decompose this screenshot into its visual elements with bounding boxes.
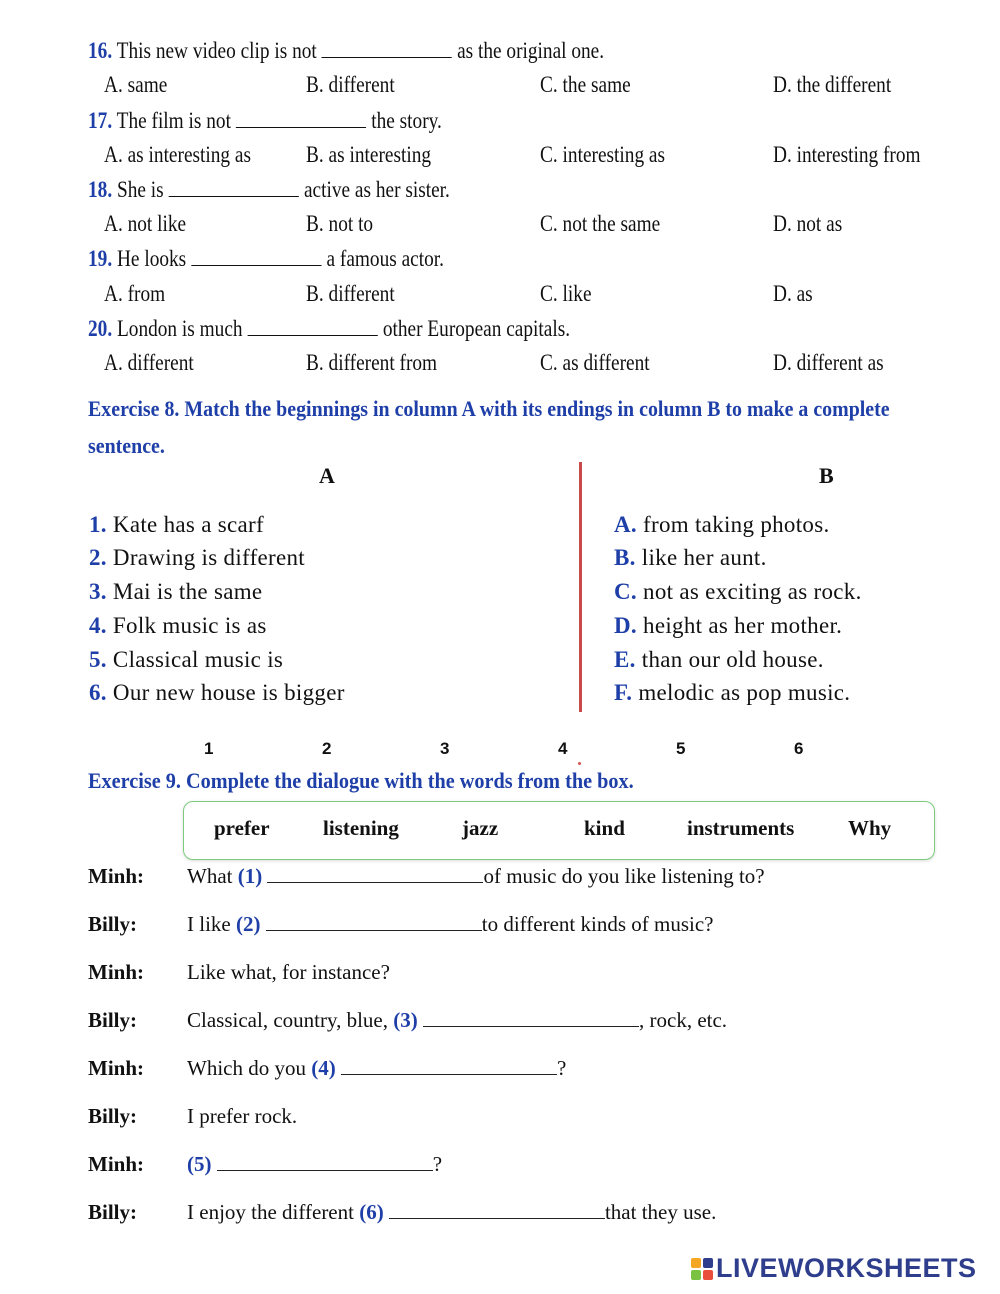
item-text: melodic as pop music. — [638, 680, 851, 705]
item-letter: A. — [614, 512, 637, 537]
red-dot-mark — [578, 762, 581, 765]
line-text-after: ? — [556, 1056, 567, 1080]
answer-slot-5[interactable]: 5 — [676, 739, 686, 758]
line-text-before: What — [187, 864, 233, 888]
answer-blank[interactable] — [169, 178, 299, 197]
box-word: prefer — [214, 816, 270, 840]
line-text-after: to different kinds of music? — [481, 912, 714, 936]
line-text-before: I like — [187, 912, 231, 936]
item-text: than our old house. — [641, 647, 824, 672]
item-number: 5. — [89, 647, 107, 672]
answer-slot-1[interactable]: 1 — [204, 739, 214, 758]
exercise-9-title: Exercise 9. Complete the dialogue with the words from the box. — [88, 768, 634, 793]
option-b[interactable]: B. different — [306, 281, 395, 306]
dialogue-line — [187, 1104, 297, 1129]
box-word: instruments — [687, 816, 795, 840]
option-a[interactable]: A. as interesting as — [104, 142, 252, 167]
item-text: not as exciting as rock. — [643, 579, 862, 604]
question-number: 19. — [88, 246, 113, 271]
column-a-header: A — [319, 463, 335, 488]
question-text-after: active as her sister. — [303, 177, 450, 202]
line-text-before: I prefer rock. — [187, 1104, 298, 1128]
column-b-item — [614, 579, 862, 605]
question-text-before: She is — [116, 177, 164, 202]
gap-number: (4) — [311, 1056, 336, 1080]
option-b[interactable]: B. different from — [306, 350, 438, 375]
gap-number: (2) — [235, 912, 261, 936]
dialogue-line — [187, 912, 713, 937]
item-text: Our new house is bigger — [112, 680, 345, 705]
item-text: Folk music is as — [112, 613, 267, 638]
column-divider — [579, 462, 582, 712]
speaker-name: Minh: — [88, 1152, 145, 1176]
question-number: 16. — [88, 38, 113, 63]
option-a[interactable]: A. not like — [104, 211, 187, 236]
liveworksheets-logo-text: LIVEWORKSHEETS — [716, 1253, 977, 1283]
option-d[interactable]: D. not as — [773, 211, 843, 236]
speaker-name: Billy: — [88, 912, 138, 936]
speaker-name: Minh: — [88, 1056, 145, 1080]
dialogue-answer-blank[interactable] — [423, 1010, 639, 1027]
answer-blank[interactable] — [248, 317, 378, 336]
line-text-before: Which do you — [187, 1056, 306, 1080]
item-number: 4. — [89, 613, 107, 638]
option-d[interactable]: D. different as — [773, 350, 884, 375]
line-text-after: ? — [432, 1152, 443, 1176]
column-b-item — [614, 545, 767, 571]
line-text-before: I enjoy the different — [187, 1200, 354, 1224]
question-16 — [88, 38, 604, 64]
answer-blank[interactable] — [191, 247, 321, 266]
question-number: 18. — [88, 177, 113, 202]
gap-number: (5) — [187, 1152, 212, 1176]
dialogue-answer-blank[interactable] — [217, 1154, 433, 1171]
column-a-item — [89, 613, 267, 639]
column-a-item — [89, 512, 264, 538]
dialogue-line — [187, 1200, 716, 1225]
box-word: listening — [323, 816, 399, 840]
item-number: 2. — [89, 545, 107, 570]
item-letter: D. — [614, 613, 637, 638]
line-text-after: that they use. — [604, 1200, 717, 1224]
answer-slot-2[interactable]: 2 — [322, 739, 332, 758]
item-text: Kate has a scarf — [112, 512, 264, 537]
liveworksheets-logo-icon — [691, 1258, 713, 1280]
item-letter: C. — [614, 579, 637, 604]
item-text: Drawing is different — [112, 545, 305, 570]
question-text-before: The film is not — [116, 108, 231, 133]
question-17 — [88, 108, 442, 134]
dialogue-line — [187, 1152, 442, 1177]
line-text-after: of music do you like listening to? — [483, 864, 765, 888]
column-b-item — [614, 647, 824, 673]
question-number: 17. — [88, 108, 113, 133]
speaker-name: Billy: — [88, 1200, 138, 1224]
line-text-before: Classical, country, blue, — [187, 1008, 389, 1032]
option-b[interactable]: B. not to — [306, 211, 374, 236]
item-letter: F. — [614, 680, 633, 705]
question-text-before: This new video clip is not — [116, 38, 317, 63]
speaker-name: Billy: — [88, 1008, 138, 1032]
option-b[interactable]: B. different — [306, 72, 395, 97]
option-b[interactable]: B. as interesting — [306, 142, 432, 167]
dialogue-answer-blank[interactable] — [341, 1058, 557, 1075]
box-word: Why — [848, 816, 892, 840]
option-d[interactable]: D. as — [773, 281, 813, 306]
item-text: from taking photos. — [643, 512, 830, 537]
item-text: Classical music is — [112, 647, 284, 672]
question-text-after: the story. — [371, 108, 442, 133]
column-a-item — [89, 680, 345, 706]
question-19 — [88, 246, 444, 272]
question-text-after: as the original one. — [457, 38, 605, 63]
speaker-name: Billy: — [88, 1104, 138, 1128]
gap-number: (6) — [359, 1200, 384, 1224]
dialogue-line — [187, 960, 390, 985]
option-c[interactable]: C. as different — [540, 350, 650, 375]
question-18 — [88, 177, 450, 203]
item-number: 6. — [89, 680, 107, 705]
column-a-item — [89, 545, 305, 571]
gap-number: (1) — [237, 864, 263, 888]
dialogue-line — [187, 864, 765, 889]
option-c[interactable]: C. the same — [540, 72, 631, 97]
line-text-before: Like what, for instance? — [187, 960, 390, 984]
item-letter: B. — [614, 545, 636, 570]
exercise-8-title: Exercise 8. Match the beginnings in column A with its endings in column B to make a complete — [88, 396, 890, 421]
item-number: 3. — [89, 579, 107, 604]
item-text: Mai is the same — [112, 579, 263, 604]
answer-slot-4[interactable]: 4 — [558, 739, 568, 758]
speaker-name: Minh: — [88, 960, 145, 984]
exercise-8-title-cont: sentence. — [88, 433, 165, 458]
dialogue-answer-blank[interactable] — [267, 866, 483, 883]
answer-slot-6[interactable]: 6 — [794, 739, 804, 758]
gap-number: (3) — [393, 1008, 418, 1032]
dialogue-answer-blank[interactable] — [266, 914, 482, 931]
box-word: jazz — [462, 816, 499, 840]
word-box — [183, 801, 935, 860]
column-b-item — [614, 680, 850, 706]
option-c[interactable]: C. interesting as — [540, 142, 666, 167]
option-c[interactable]: C. like — [540, 281, 592, 306]
dialogue-line — [187, 1008, 727, 1033]
speaker-name: Minh: — [88, 864, 145, 888]
column-b-item — [614, 512, 830, 538]
column-a-item — [89, 579, 262, 605]
question-text-after: a famous actor. — [326, 246, 444, 271]
question-20 — [88, 316, 570, 342]
option-c[interactable]: C. not the same — [540, 211, 661, 236]
line-text-after: , rock, etc. — [639, 1008, 728, 1032]
column-b-item — [614, 613, 842, 639]
item-text: like her aunt. — [641, 545, 767, 570]
column-a-item — [89, 647, 283, 673]
option-a[interactable]: A. same — [104, 72, 168, 97]
item-letter: E. — [614, 647, 636, 672]
question-text-after: other European capitals. — [382, 316, 571, 341]
option-d[interactable]: D. interesting from — [773, 142, 921, 167]
column-b-header: B — [819, 463, 834, 488]
option-a[interactable]: A. from — [104, 281, 166, 306]
answer-blank[interactable] — [236, 109, 366, 128]
item-text: height as her mother. — [643, 613, 843, 638]
answer-blank[interactable] — [322, 39, 452, 58]
question-number: 20. — [88, 316, 113, 341]
answer-slot-3[interactable]: 3 — [440, 739, 450, 758]
question-text-before: London is much — [116, 316, 243, 341]
option-a[interactable]: A. different — [104, 350, 194, 375]
item-number: 1. — [89, 512, 107, 537]
dialogue-line — [187, 1056, 566, 1081]
dialogue-answer-blank[interactable] — [389, 1202, 605, 1219]
box-word: kind — [584, 816, 625, 840]
option-d[interactable]: D. the different — [773, 72, 892, 97]
question-text-before: He looks — [116, 246, 187, 271]
